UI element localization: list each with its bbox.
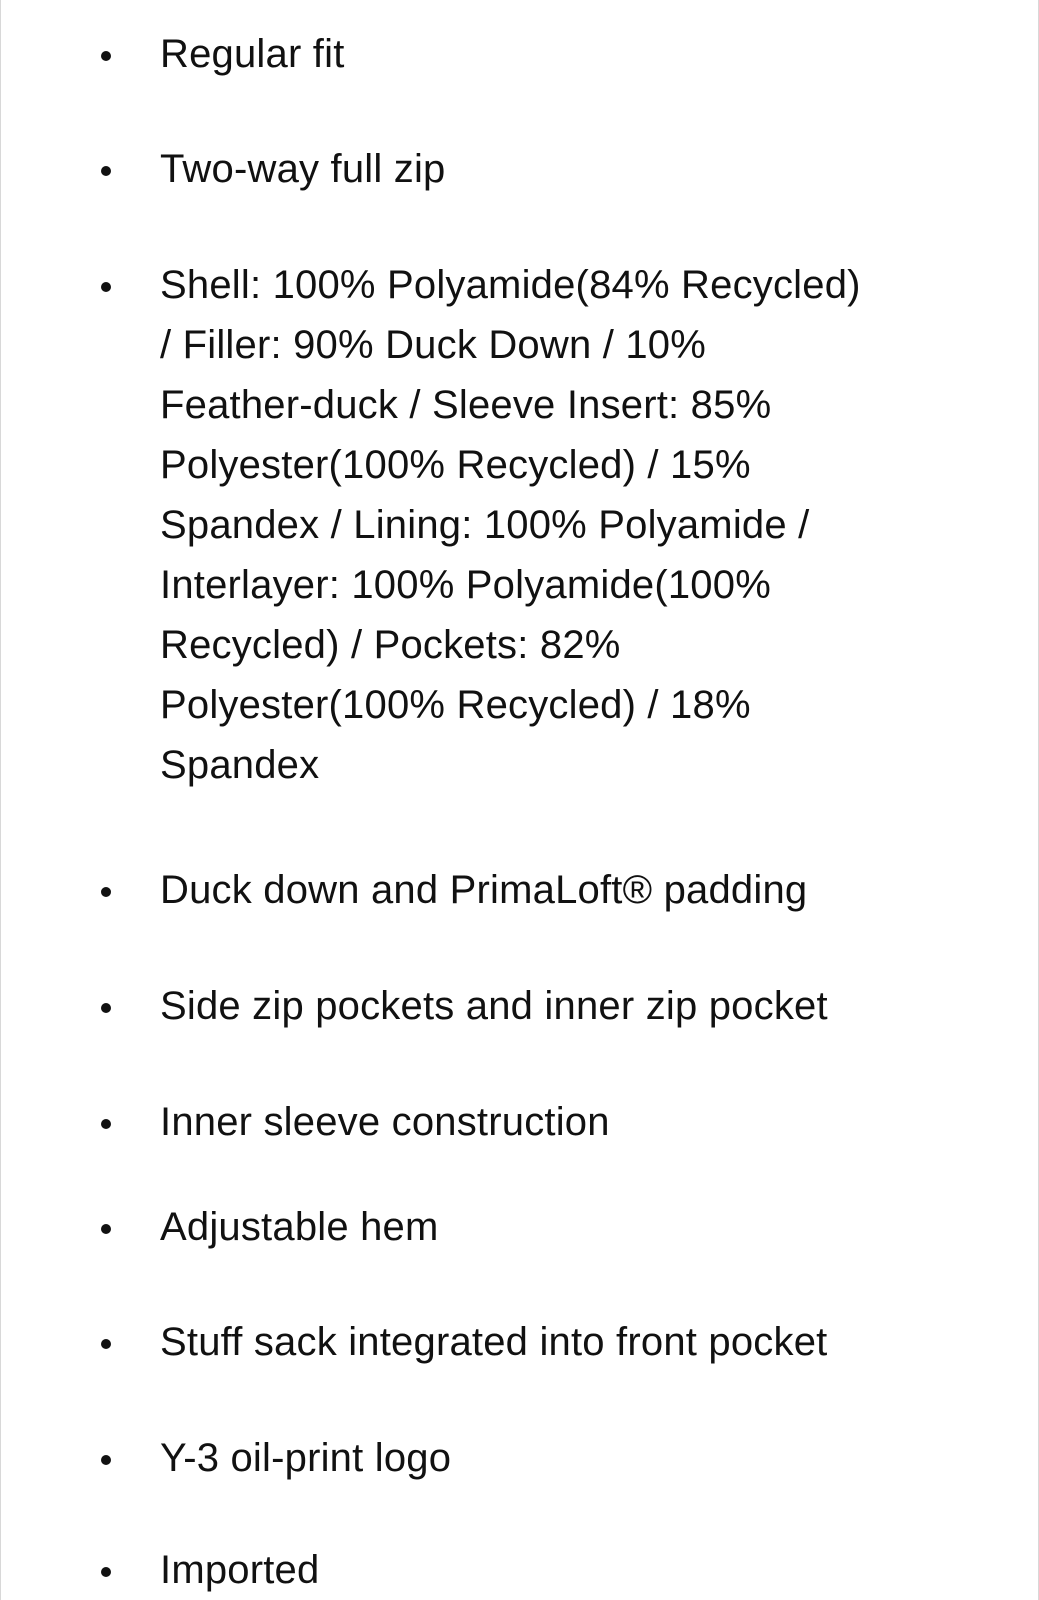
- list-item-text: Imported: [160, 1548, 320, 1592]
- list-item-text: Y-3 oil-print logo: [160, 1436, 452, 1480]
- list-item-text: Side zip pockets and inner zip pocket: [160, 984, 828, 1028]
- list-item-text: Stuff sack integrated into front pocket: [160, 1320, 828, 1364]
- list-item-text: Shell: 100% Polyamide(84% Recycled) / Filler: 90% Duck Down / 10% Feather-duck / Sleeve Insert: 85% Polyester(100% Recycled) / 15% Spandex / Lining: 100% Polyamide / Interlayer: 100% Polyamide(100% Recycled) / Pockets: 82% Polyester(100% Recycled) / 18% Spandex: [160, 263, 861, 787]
- list-item-text: Inner sleeve construction: [160, 1100, 610, 1144]
- bullet-icon: [101, 1119, 111, 1129]
- bullet-icon: [101, 1455, 111, 1465]
- bullet-icon: [101, 166, 111, 176]
- bullet-icon: [101, 1224, 111, 1234]
- bullet-icon: [101, 1003, 111, 1013]
- bullet-icon: [101, 51, 111, 61]
- list-item-text: Regular fit: [160, 32, 345, 76]
- bullet-icon: [101, 887, 111, 897]
- list-item-text: Adjustable hem: [160, 1205, 439, 1249]
- bullet-icon: [101, 1567, 111, 1577]
- list-item-text: Two-way full zip: [160, 147, 446, 191]
- bullet-icon: [101, 282, 111, 292]
- list-item-text: Duck down and PrimaLoft® padding: [160, 868, 808, 912]
- bullet-icon: [101, 1339, 111, 1349]
- left-border: [0, 0, 1, 1600]
